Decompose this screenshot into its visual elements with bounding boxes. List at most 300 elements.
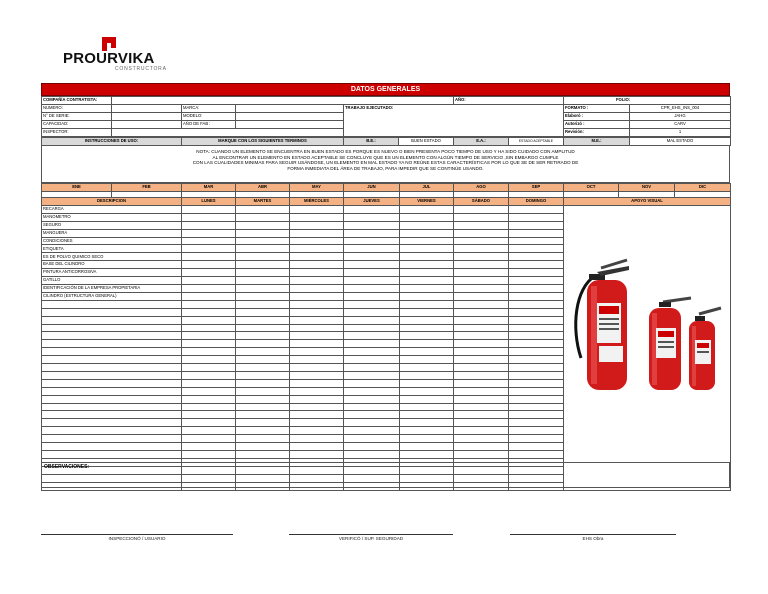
day-check-cell[interactable]	[236, 435, 290, 443]
day-check-cell[interactable]	[509, 340, 564, 348]
label-inspector: INSPECTOR:	[42, 129, 112, 137]
day-check-cell[interactable]	[182, 316, 236, 324]
day-check-cell[interactable]	[509, 277, 564, 285]
month-jun: JUN	[344, 184, 400, 192]
item-description: SEGURO	[42, 221, 182, 229]
day-check-cell[interactable]	[400, 261, 454, 269]
day-check-cell[interactable]	[290, 443, 344, 451]
day-check-cell[interactable]	[400, 371, 454, 379]
day-check-cell[interactable]	[290, 316, 344, 324]
day-check-cell[interactable]	[290, 245, 344, 253]
day-check-cell[interactable]	[182, 308, 236, 316]
day-check-cell[interactable]	[454, 451, 509, 459]
ea-value: ESTADO ACEPTABLE	[509, 138, 564, 146]
day-check-cell[interactable]	[344, 379, 400, 387]
formato-value: CPR_EHS_INS_004	[630, 105, 731, 113]
day-check-cell[interactable]	[400, 364, 454, 372]
label-folio: FOLIO:	[564, 97, 731, 105]
month-abr: ABR	[236, 184, 290, 192]
day-check-cell[interactable]	[509, 237, 564, 245]
signature-line-seguridad	[289, 534, 453, 535]
day-check-cell[interactable]	[344, 395, 400, 403]
day-check-cell[interactable]	[182, 443, 236, 451]
day-check-cell[interactable]	[509, 427, 564, 435]
day-check-cell[interactable]	[509, 269, 564, 277]
day-check-cell[interactable]	[182, 435, 236, 443]
day-check-cell[interactable]	[509, 253, 564, 261]
note-line-3: CON LAS CUALIDADES MINIMAS PARA SEGUIR USÁNDOSE, UN ELEMENTO EN MAL ESTADO YA NO REÚNE ESTAS CARACTERÍSTICAS POR LO QUE SE DE SER RETIRADO DE	[192, 160, 579, 166]
day-check-cell[interactable]	[344, 284, 400, 292]
item-description	[42, 332, 182, 340]
day-check-cell[interactable]	[344, 213, 400, 221]
day-check-cell[interactable]	[509, 403, 564, 411]
day-check-cell[interactable]	[400, 427, 454, 435]
day-check-cell[interactable]	[344, 300, 400, 308]
day-check-cell[interactable]	[454, 213, 509, 221]
day-check-cell[interactable]	[344, 277, 400, 285]
day-check-cell[interactable]	[290, 277, 344, 285]
day-check-cell[interactable]	[182, 387, 236, 395]
day-check-cell[interactable]	[509, 205, 564, 213]
day-check-cell[interactable]	[182, 237, 236, 245]
day-check-cell[interactable]	[182, 277, 236, 285]
day-check-cell[interactable]	[290, 340, 344, 348]
item-description: IDENTIFICACIÓN DE LA EMPRESA PROPIETARIA	[42, 284, 182, 292]
day-check-cell[interactable]	[454, 292, 509, 300]
day-check-cell[interactable]	[344, 356, 400, 364]
day-check-cell[interactable]	[509, 284, 564, 292]
item-description	[42, 356, 182, 364]
col-apoyo: APOYO VISUAL	[564, 198, 731, 206]
day-check-cell[interactable]	[400, 253, 454, 261]
day-check-cell[interactable]	[182, 371, 236, 379]
item-description	[42, 395, 182, 403]
logo-name: PROURVIKA	[63, 50, 155, 67]
day-check-cell[interactable]	[400, 435, 454, 443]
day-check-cell[interactable]	[509, 364, 564, 372]
day-check-cell[interactable]	[182, 253, 236, 261]
header-table	[41, 96, 731, 137]
day-check-cell[interactable]	[509, 332, 564, 340]
day-check-cell[interactable]	[454, 229, 509, 237]
day-check-cell[interactable]	[400, 300, 454, 308]
day-check-cell[interactable]	[182, 411, 236, 419]
day-check-cell[interactable]	[290, 364, 344, 372]
day-check-cell[interactable]	[344, 332, 400, 340]
item-description	[42, 427, 182, 435]
day-check-cell[interactable]	[400, 324, 454, 332]
day-check-cell[interactable]	[454, 356, 509, 364]
day-check-cell[interactable]	[400, 395, 454, 403]
day-check-cell[interactable]	[344, 308, 400, 316]
day-check-cell[interactable]	[290, 427, 344, 435]
serie-field[interactable]	[112, 113, 182, 121]
day-check-cell[interactable]	[236, 387, 290, 395]
day-check-cell[interactable]	[290, 269, 344, 277]
day-check-cell[interactable]	[400, 205, 454, 213]
day-check-cell[interactable]	[236, 443, 290, 451]
modelo-field[interactable]	[236, 113, 344, 121]
day-check-cell[interactable]	[290, 348, 344, 356]
day-check-cell[interactable]	[509, 348, 564, 356]
day-check-cell[interactable]	[290, 261, 344, 269]
table-row	[42, 205, 731, 213]
day-check-cell[interactable]	[454, 284, 509, 292]
small-extinguisher-icon	[689, 308, 721, 390]
day-check-cell[interactable]	[236, 253, 290, 261]
day-check-cell[interactable]	[454, 395, 509, 403]
item-description: GATILLO	[42, 277, 182, 285]
day-check-cell[interactable]	[236, 324, 290, 332]
day-check-cell[interactable]	[236, 419, 290, 427]
month-nov: NOV	[619, 184, 675, 192]
day-check-cell[interactable]	[454, 237, 509, 245]
day-check-cell[interactable]	[509, 221, 564, 229]
day-check-cell[interactable]	[400, 332, 454, 340]
day-check-cell[interactable]	[509, 395, 564, 403]
signature-line-usuario	[41, 534, 233, 535]
day-check-cell[interactable]	[236, 245, 290, 253]
day-check-cell[interactable]	[236, 427, 290, 435]
day-check-cell[interactable]	[236, 395, 290, 403]
item-description	[42, 387, 182, 395]
label-revision: Revisión:	[564, 129, 630, 137]
day-check-cell[interactable]	[236, 348, 290, 356]
day-check-cell[interactable]	[290, 419, 344, 427]
day-check-cell[interactable]	[236, 340, 290, 348]
label-observaciones: OBSERVACIONES:	[44, 464, 90, 470]
item-description	[42, 300, 182, 308]
form-title: DATOS GENERALES	[41, 83, 730, 96]
day-check-cell[interactable]	[182, 451, 236, 459]
day-check-cell[interactable]	[290, 451, 344, 459]
day-check-cell[interactable]	[236, 221, 290, 229]
item-description	[42, 451, 182, 459]
day-check-cell[interactable]	[182, 348, 236, 356]
day-check-cell[interactable]	[400, 213, 454, 221]
day-check-cell[interactable]	[182, 213, 236, 221]
day-check-cell[interactable]	[509, 308, 564, 316]
day-check-cell[interactable]	[344, 229, 400, 237]
day-check-cell[interactable]	[290, 292, 344, 300]
day-check-cell[interactable]	[344, 340, 400, 348]
day-check-cell[interactable]	[454, 435, 509, 443]
item-description: BASE DEL CILINDRO	[42, 261, 182, 269]
day-check-cell[interactable]	[400, 221, 454, 229]
day-check-cell[interactable]	[400, 284, 454, 292]
day-check-cell[interactable]	[344, 371, 400, 379]
day-check-cell[interactable]	[454, 419, 509, 427]
day-check-cell[interactable]	[509, 292, 564, 300]
day-check-cell[interactable]	[290, 205, 344, 213]
day-check-cell[interactable]	[400, 411, 454, 419]
day-check-cell[interactable]	[236, 371, 290, 379]
day-check-cell[interactable]	[290, 395, 344, 403]
anofab-field[interactable]	[236, 121, 344, 129]
numero-field[interactable]	[112, 105, 182, 113]
day-check-cell[interactable]	[182, 340, 236, 348]
day-check-cell[interactable]	[344, 348, 400, 356]
item-description: RECARGA	[42, 205, 182, 213]
day-check-cell[interactable]	[400, 316, 454, 324]
medium-extinguisher-icon	[649, 298, 691, 390]
day-check-cell[interactable]	[454, 221, 509, 229]
month-mar: MAR	[182, 184, 236, 192]
day-check-cell[interactable]	[344, 403, 400, 411]
day-check-cell[interactable]	[182, 403, 236, 411]
day-check-cell[interactable]	[400, 387, 454, 395]
item-description	[42, 308, 182, 316]
day-check-cell[interactable]	[236, 292, 290, 300]
col-martes: MARTES	[236, 198, 290, 206]
day-check-cell[interactable]	[509, 379, 564, 387]
day-check-cell[interactable]	[182, 379, 236, 387]
day-check-cell[interactable]	[344, 269, 400, 277]
day-check-cell[interactable]	[509, 261, 564, 269]
day-check-cell[interactable]	[400, 245, 454, 253]
elaboro-value: JAHG	[630, 113, 731, 121]
day-check-cell[interactable]	[290, 371, 344, 379]
day-check-cell[interactable]	[344, 435, 400, 443]
day-check-cell[interactable]	[236, 269, 290, 277]
col-sabado: SÁBADO	[454, 198, 509, 206]
day-check-cell[interactable]	[182, 332, 236, 340]
item-description	[42, 371, 182, 379]
inspector-field[interactable]	[112, 129, 344, 137]
day-check-cell[interactable]	[454, 364, 509, 372]
day-check-cell[interactable]	[290, 229, 344, 237]
day-check-cell[interactable]	[400, 292, 454, 300]
day-check-cell[interactable]	[344, 292, 400, 300]
day-check-cell[interactable]	[454, 253, 509, 261]
day-check-cell[interactable]	[454, 427, 509, 435]
note-line-4: FORMA INMEDIATA DEL ÁREA DE TRABAJO, PARA IMPEDIR QUE SE CONTINÚE USANDO.	[287, 165, 484, 171]
day-check-cell[interactable]	[344, 237, 400, 245]
day-check-cell[interactable]	[400, 348, 454, 356]
label-autorizo: Autorizó :	[564, 121, 630, 129]
day-check-cell[interactable]	[344, 443, 400, 451]
label-be: B.E.:	[344, 138, 399, 146]
day-check-cell[interactable]	[344, 427, 400, 435]
label-marque: MARQUE CON LOS SIGUIENTES TERMINOS	[182, 138, 344, 146]
label-numero: NUMERO:	[42, 105, 112, 113]
day-check-cell[interactable]	[454, 245, 509, 253]
col-miercoles: MIÉRCOLES	[290, 198, 344, 206]
day-check-cell[interactable]	[454, 348, 509, 356]
day-check-cell[interactable]	[182, 427, 236, 435]
day-check-cell[interactable]	[509, 213, 564, 221]
day-check-cell[interactable]	[236, 237, 290, 245]
usage-note	[41, 146, 730, 183]
label-ea: E.A.:	[454, 138, 509, 146]
day-check-cell[interactable]	[454, 387, 509, 395]
day-check-cell[interactable]	[509, 435, 564, 443]
day-check-cell[interactable]	[509, 316, 564, 324]
day-check-cell[interactable]	[344, 324, 400, 332]
day-check-cell[interactable]	[454, 379, 509, 387]
day-check-cell[interactable]	[182, 269, 236, 277]
day-check-cell[interactable]	[400, 237, 454, 245]
day-check-cell[interactable]	[344, 261, 400, 269]
day-check-cell[interactable]	[236, 364, 290, 372]
day-check-cell[interactable]	[400, 308, 454, 316]
day-check-cell[interactable]	[290, 213, 344, 221]
day-check-cell[interactable]	[182, 324, 236, 332]
day-check-cell[interactable]	[400, 229, 454, 237]
day-check-cell[interactable]	[400, 443, 454, 451]
day-check-cell[interactable]	[454, 316, 509, 324]
revision-value: 1	[630, 129, 731, 137]
day-check-cell[interactable]	[509, 371, 564, 379]
day-check-cell[interactable]	[236, 332, 290, 340]
day-check-cell[interactable]	[344, 364, 400, 372]
day-check-cell[interactable]	[236, 205, 290, 213]
day-check-cell[interactable]	[236, 308, 290, 316]
day-check-cell[interactable]	[182, 229, 236, 237]
label-anofab: AÑO DE FAB :	[182, 121, 236, 129]
day-check-cell[interactable]	[182, 292, 236, 300]
item-description: MANGUERA	[42, 229, 182, 237]
marca-field[interactable]	[236, 105, 344, 113]
day-check-cell[interactable]	[454, 269, 509, 277]
day-check-cell[interactable]	[182, 364, 236, 372]
day-check-cell[interactable]	[344, 387, 400, 395]
day-check-cell[interactable]	[344, 411, 400, 419]
day-check-cell[interactable]	[236, 316, 290, 324]
day-check-cell[interactable]	[400, 419, 454, 427]
day-check-cell[interactable]	[290, 403, 344, 411]
day-check-cell[interactable]	[290, 324, 344, 332]
label-modelo: MODELO:	[182, 113, 236, 121]
day-check-cell[interactable]	[454, 324, 509, 332]
day-check-cell[interactable]	[400, 379, 454, 387]
item-description	[42, 443, 182, 451]
day-check-cell[interactable]	[290, 308, 344, 316]
day-check-cell[interactable]	[236, 284, 290, 292]
day-check-cell[interactable]	[400, 451, 454, 459]
day-check-cell[interactable]	[344, 316, 400, 324]
day-check-cell[interactable]	[509, 419, 564, 427]
day-check-cell[interactable]	[290, 379, 344, 387]
item-description	[42, 364, 182, 372]
month-may: MAY	[290, 184, 344, 192]
day-check-cell[interactable]	[400, 403, 454, 411]
day-check-cell[interactable]	[454, 277, 509, 285]
day-check-cell[interactable]	[454, 205, 509, 213]
day-check-cell[interactable]	[509, 229, 564, 237]
day-check-cell[interactable]	[509, 356, 564, 364]
day-check-cell[interactable]	[236, 403, 290, 411]
day-check-cell[interactable]	[454, 371, 509, 379]
day-check-cell[interactable]	[182, 284, 236, 292]
day-check-cell[interactable]	[236, 277, 290, 285]
day-check-cell[interactable]	[236, 300, 290, 308]
day-check-cell[interactable]	[400, 340, 454, 348]
day-check-cell[interactable]	[454, 308, 509, 316]
day-check-cell[interactable]	[290, 332, 344, 340]
day-check-cell[interactable]	[344, 245, 400, 253]
signature-line-ehs	[510, 534, 676, 535]
day-check-cell[interactable]	[454, 300, 509, 308]
observations-box[interactable]	[41, 462, 730, 488]
day-check-cell[interactable]	[182, 419, 236, 427]
day-check-cell[interactable]	[454, 411, 509, 419]
day-check-cell[interactable]	[400, 269, 454, 277]
day-check-cell[interactable]	[290, 253, 344, 261]
day-check-cell[interactable]	[182, 300, 236, 308]
day-check-cell[interactable]	[182, 356, 236, 364]
day-check-cell[interactable]	[236, 213, 290, 221]
item-description: CILINDRO (ESTRUCTURA GENERAL)	[42, 292, 182, 300]
day-check-cell[interactable]	[344, 253, 400, 261]
col-domingo: DOMINGO	[509, 198, 564, 206]
day-check-cell[interactable]	[290, 237, 344, 245]
label-marca: MARCA:	[182, 105, 236, 113]
day-check-cell[interactable]	[290, 221, 344, 229]
fire-extinguishers-image	[567, 258, 725, 398]
item-description	[42, 419, 182, 427]
day-check-cell[interactable]	[290, 356, 344, 364]
day-check-cell[interactable]	[290, 411, 344, 419]
day-check-cell[interactable]	[509, 411, 564, 419]
day-check-cell[interactable]	[236, 261, 290, 269]
month-ago: AGO	[454, 184, 509, 192]
day-check-cell[interactable]	[182, 205, 236, 213]
day-check-cell[interactable]	[344, 451, 400, 459]
instructions-table	[41, 137, 731, 146]
day-check-cell[interactable]	[344, 205, 400, 213]
day-check-cell[interactable]	[400, 277, 454, 285]
day-check-cell[interactable]	[344, 221, 400, 229]
day-check-cell[interactable]	[509, 443, 564, 451]
day-check-cell[interactable]	[182, 395, 236, 403]
day-check-cell[interactable]	[509, 300, 564, 308]
day-check-cell[interactable]	[454, 443, 509, 451]
day-check-cell[interactable]	[182, 221, 236, 229]
day-check-cell[interactable]	[400, 356, 454, 364]
day-check-cell[interactable]	[182, 261, 236, 269]
day-check-cell[interactable]	[509, 245, 564, 253]
day-check-cell[interactable]	[290, 435, 344, 443]
col-lunes: LUNES	[182, 198, 236, 206]
day-check-cell[interactable]	[509, 451, 564, 459]
day-check-cell[interactable]	[236, 451, 290, 459]
item-description: PINTURA ANTICORROSIVA	[42, 269, 182, 277]
day-check-cell[interactable]	[290, 387, 344, 395]
day-check-cell[interactable]	[290, 284, 344, 292]
day-check-cell[interactable]	[454, 403, 509, 411]
day-check-cell[interactable]	[236, 356, 290, 364]
day-check-cell[interactable]	[454, 261, 509, 269]
day-check-cell[interactable]	[509, 387, 564, 395]
day-check-cell[interactable]	[182, 245, 236, 253]
day-check-cell[interactable]	[236, 411, 290, 419]
day-check-cell[interactable]	[509, 324, 564, 332]
item-description	[42, 340, 182, 348]
month-jul: JUL	[400, 184, 454, 192]
day-check-cell[interactable]	[236, 379, 290, 387]
me-value: MAL ESTADO	[630, 138, 731, 146]
item-description: ES DE POLVO QUIMICO SECO	[42, 253, 182, 261]
compania-field[interactable]	[112, 97, 454, 105]
day-check-cell[interactable]	[236, 229, 290, 237]
day-check-cell[interactable]	[344, 419, 400, 427]
day-check-cell[interactable]	[290, 300, 344, 308]
capacidad-field[interactable]	[112, 121, 182, 129]
day-check-cell[interactable]	[454, 332, 509, 340]
logo-subtitle: CONSTRUCTORA	[115, 66, 167, 72]
day-check-cell[interactable]	[454, 340, 509, 348]
